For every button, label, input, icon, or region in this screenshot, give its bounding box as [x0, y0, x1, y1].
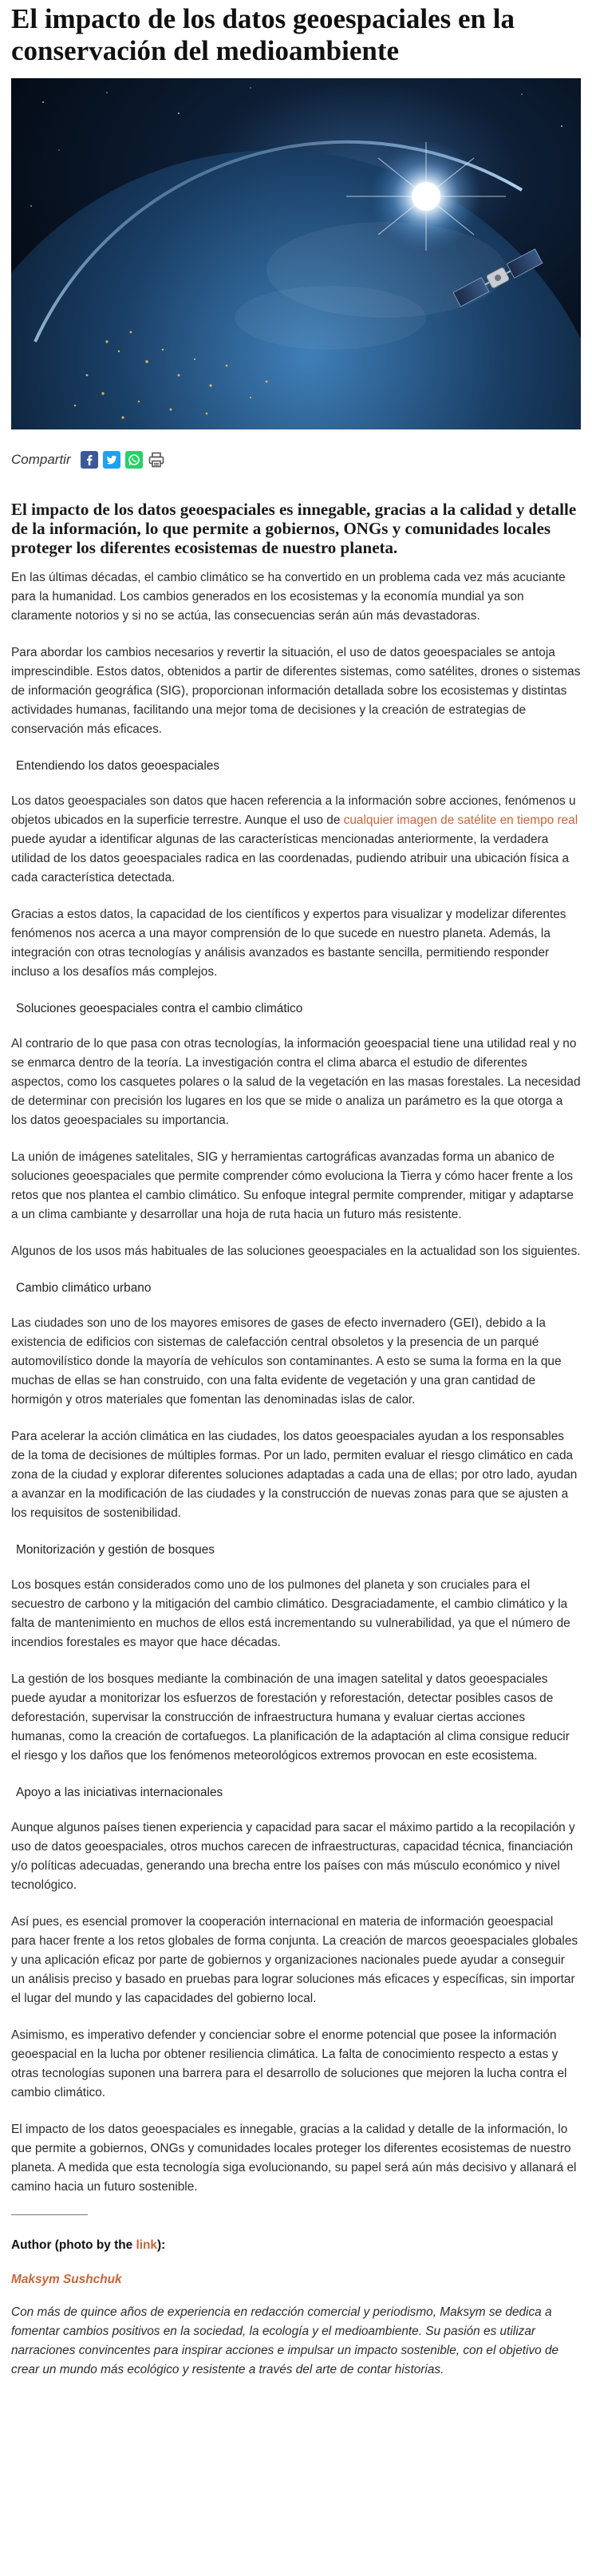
twitter-share-button[interactable] [103, 451, 120, 469]
paragraph-awareness: Asimismo, es imperativo defender y concienciar sobre el enorme potencial que posee la información geoespacial en la lucha por obtener resiliencia climática. La falta de conocimiento respecto a estas y otras tecnologías suponen una barrera para el desarrollo de soluciones que mejoren la lucha contra el cambio climático. [11, 2028, 567, 2099]
author-name: Maksym Sushchuk [11, 2273, 122, 2286]
paragraph-cooperation: Así pues, es esencial promover la cooperación internacional en materia de información geoespacial para hacer frente a los retos globales de forma conjunta. La creación de marcos geoespaciales globales y una aplicación eficaz por parte de gobiernos y organizaciones nacionales puede ayudar a conseguir un análisis preciso y basado en pruebas para lograr soluciones más eficaces y específicas, sin importar el lugar del mundo y las capacidades del gobierno local. [11, 1915, 578, 2005]
print-icon [148, 451, 165, 469]
facebook-share-button[interactable] [81, 451, 98, 469]
author-bio: Con más de quince años de experiencia en redacción comercial y periodismo, Maksym se dedica a fomentar cambios positivos en la sociedad, la ecología y el medioambiente. Su pasión es utilizar narraciones convincentes para inspirar acciones e impulsar un impacto sostenible, con el objetivo de crear un mundo más ecológico y resistente a través del arte de contar historias. [11, 2305, 559, 2376]
section-heading-solutions: Soluciones geoespaciales contra el cambio climático [16, 1002, 303, 1015]
share-label: Compartir [11, 452, 71, 467]
paragraph-forests: Los bosques están considerados como uno de los pulmones del planeta y son cruciales para el secuestro de carbono y la mitigación del cambio climático. Desgraciadamente, el cambio climático y la falta de mantenimiento en muchos de ellos está incrementando su vulnerabilidad, ya que el número de incendios forestales es mayor que hace décadas. [11, 1578, 570, 1649]
whatsapp-icon [125, 451, 143, 469]
share-bar [11, 450, 581, 469]
satellite-image-link[interactable]: cualquier imagen de satélite en tiempo real [343, 813, 578, 827]
article-lead: El impacto de los datos geoespaciales es innegable, gracias a la calidad y detalle de la información, lo que permite a gobiernos, ONGs y comunidades locales proteger los diferentes ecosistemas de nuestro planeta. [11, 500, 577, 557]
twitter-icon [103, 451, 120, 469]
author-credit-prefix: Author (photo by the [11, 2238, 136, 2252]
paragraph-definition-end: puede ayudar a identificar algunas de las características mencionadas anteriormente, la verdadera utilidad de los datos geoespaciales radica en las coordenadas, pudiendo atribuir una ubicación física a cada característica detectada. [11, 833, 570, 884]
paragraph-countries: Aunque algunos países tienen experiencia y capacidad para sacar el máximo partido a la recopilación y uso de datos geoespaciales, otros muchos carecen de infraestructuras, capacidad técnica, financiación y/o políticas adecuadas, generando una brecha entre los países con más músculo económico y nivel tecnológico. [11, 1821, 575, 1892]
section-heading-urban: Cambio climático urbano [16, 1281, 152, 1295]
paragraph-cities: Las ciudades son uno de los mayores emisores de gases de efecto invernadero (GEI), debido a la existencia de edificios con sistemas de calefacción central obsoletos y la presencia de un parqué automovilístico donde la mayoría de vehículos son contaminantes. A esto se suma la forma en la que muchas de ellas se han construido, con una falta evidente de vegetación y una gran cantidad de hormigón y otros materiales que fomentan las denominadas islas de calor. [11, 1316, 562, 1407]
hero-image [11, 78, 581, 429]
photo-credit-link[interactable]: link [136, 2238, 157, 2252]
paragraph-utility: Al contrario de lo que pasa con otras tecnologías, la información geoespacial tiene una utilidad real y no se enmarca dentro de la teoría. La investigación contra el clima abarca el estudio de diferentes aspectos, como los casquetes polares o la salud de la vegetación en las masas forestales. La necesidad de determinar con precisión los lugares en los que se mide o analiza un parámetro es la que otorga a los datos geoespaciales su importancia. [11, 1037, 581, 1127]
author-divider [11, 2214, 88, 2215]
facebook-icon [81, 451, 98, 469]
paragraph-conclusion: El impacto de los datos geoespaciales es innegable, gracias a la calidad y detalle de la información, lo que permite a gobiernos, ONGs y comunidades locales proteger los diferentes ecosistemas de nuestro planeta. A medida que esta tecnología siga evolucionando, su papel será aún más decisivo y allanará el camino hacia un futuro sostenible. [11, 2123, 577, 2194]
author-credit-suffix: ): [156, 2238, 166, 2252]
article-title: El impacto de los datos geoespaciales en la conservación del medioambiente [11, 3, 515, 66]
paragraph-intro: En las últimas décadas, el cambio climático se ha convertido en un problema cada vez más acuciante para la humanidad. Los cambios generados en los ecosistemas y la economía mundial ya son claramente notorios y si no se actúa, las consecuencias serán aún más devastadoras. [11, 571, 566, 623]
paragraph-climate-action: Para acelerar la acción climática en las ciudades, los datos geoespaciales ayudan a los responsables de la toma de decisiones de múltiples formas. Por un lado, permiten evaluar el riesgo climático en cada zona de la ciudad y explorar diferentes soluciones adaptadas a cada una de ellas; por otro lado, ayudan a avanzar en la modificación de las ciudades y la construcción de nuevas zonas para que se ajusten a los requisitos de sostenibilidad. [11, 1430, 578, 1520]
author-credit [11, 2236, 581, 2255]
paragraph-forest-management: La gestión de los bosques mediante la combinación de una imagen satelital y datos geoespaciales puede ayudar a monitorizar los esfuerzos de forestación y reforestación, detectar posibles casos de deforestación, supervisar la construcción de infraestructura humana y evaluar ciertas acciones humanas, como la creación de cortafuegos. La planificación de la adaptación al clima consigue reducir el riesgo y los daños que los fenómenos meteorológicos extremos provocan en este ecosistema. [11, 1672, 570, 1763]
paragraph-uses: Algunos de los usos más habituales de las soluciones geoespaciales en la actualidad son los siguientes. [11, 1244, 581, 1258]
earth-satellite-illustration [11, 78, 581, 429]
paragraph-need: Para abordar los cambios necesarios y revertir la situación, el uso de datos geoespaciales se antoja imprescindible. Estos datos, obtenidos a partir de diferentes sistemas, como satélites, drones o sistemas de información geográfica (SIG), proporcionan información detallada sobre los ecosistemas y distintas actividades humanas, facilitando una mejor toma de decisiones y la creación de estrategias de conservación más eficaces. [11, 646, 581, 736]
section-heading-forests: Monitorización y gestión de bosques [16, 1543, 215, 1557]
paragraph-definition-start: Los datos geoespaciales son datos que hacen referencia a la información sobre acciones, fenómenos u objetos ubicados en la superficie terrestre. Aunque el uso de [11, 794, 576, 827]
whatsapp-share-button[interactable] [125, 451, 143, 469]
paragraph-definition [11, 792, 581, 888]
paragraph-capacity: Gracias a estos datos, la capacidad de los científicos y expertos para visualizar y modelizar diferentes fenómenos nos acerca a una mayor comprensión de lo que sucede en nuestro planeta. Además, la integración con otras tecnologías y análisis avanzados es bastante sencilla, permitiendo responder incluso a los desafíos más complejos. [11, 908, 566, 979]
section-heading-international: Apoyo a las iniciativas internacionales [16, 1786, 223, 1799]
print-button[interactable] [148, 451, 165, 469]
paragraph-union: La unión de imágenes satelitales, SIG y herramientas cartográficas avanzadas forma un abanico de soluciones geoespaciales que permite comprender cómo evoluciona la Tierra y cómo hacer frente a los retos que nos plantea el cambio climático. Su enfoque integral permite comprender, mitigar y adaptarse a un clima cambiante y desarrollar una hoja de ruta hacia un futuro más resistente. [11, 1150, 574, 1221]
section-heading-understanding: Entendiendo los datos geoespaciales [16, 759, 219, 773]
